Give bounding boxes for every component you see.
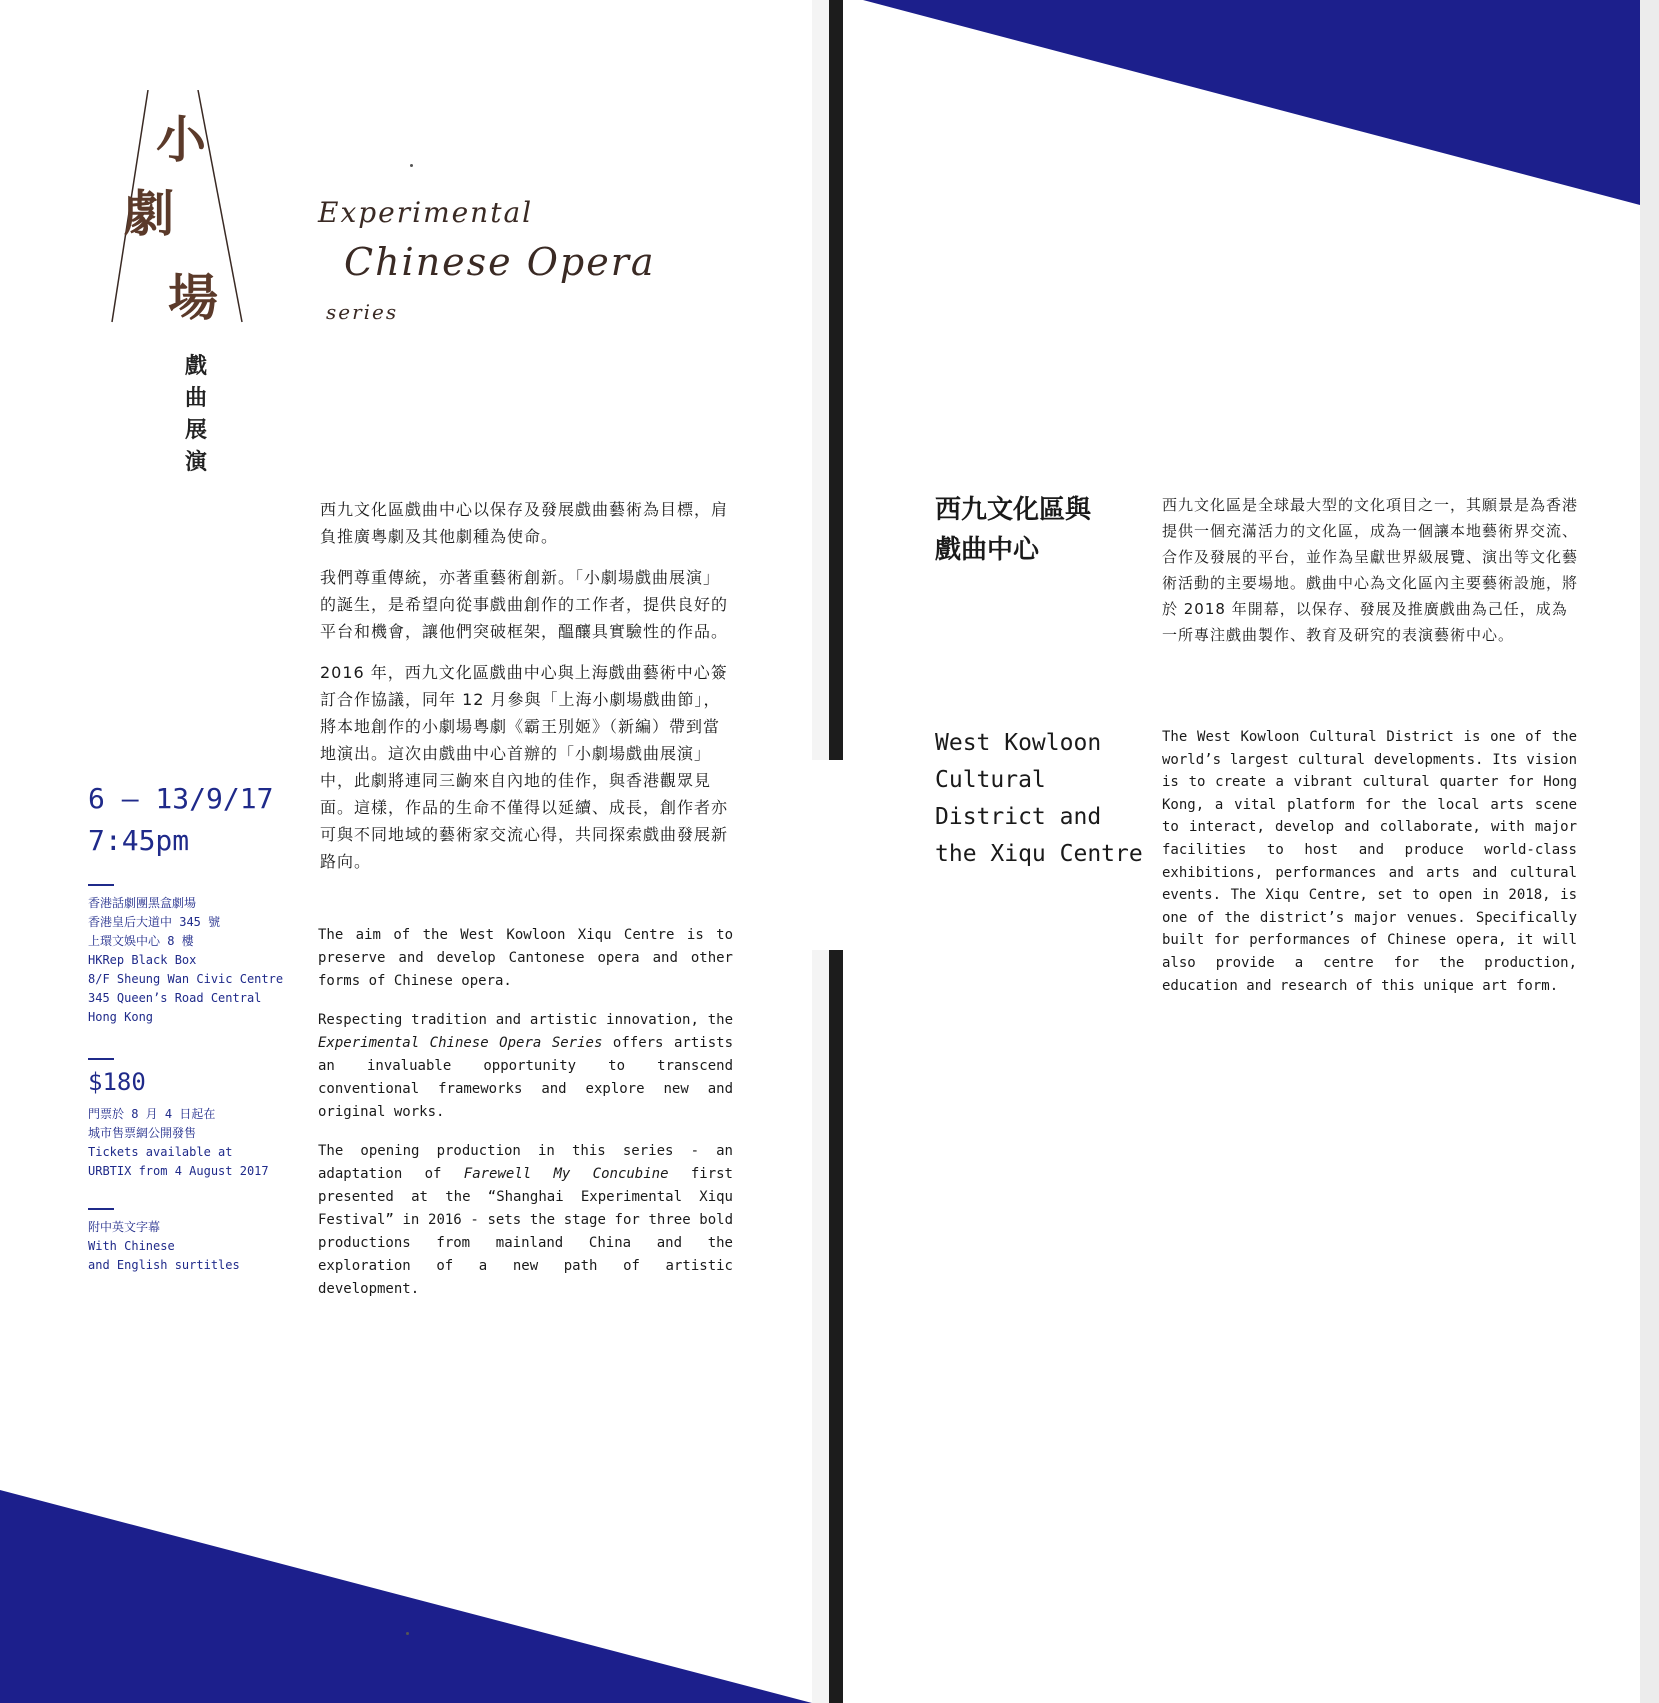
ticket-line: 門票於 8 月 4 日起在: [88, 1107, 216, 1121]
subtitle-char: 演: [184, 449, 207, 475]
heading-line: District and: [935, 804, 1102, 830]
intro-en: [318, 924, 733, 1317]
intro-zh-p1: 西九文化區戲曲中心以保存及發展戲曲藝術為目標，肩負推廣粵劇及其他劇種為使命。: [320, 500, 729, 546]
title-char: 場: [168, 268, 218, 327]
event-date: [88, 778, 273, 862]
ticket-line: Tickets available at: [88, 1145, 233, 1159]
heading-line: 西九文化區與: [935, 495, 1092, 525]
script-line-chinese-opera: Chinese Opera: [344, 240, 656, 284]
ticket-line: URBTIX from 4 August 2017: [88, 1164, 269, 1178]
intro-zh-p2: 我們尊重傳統，亦著重藝術創新。「小劇場戲曲展演」的誕生，是希望向從事戲曲創作的工作者，提供良好的平台和機會，讓他們突破框架，醞釀具實驗性的作品。: [320, 568, 729, 641]
surtitle-info: [88, 1218, 240, 1275]
subtitle-vertical: [182, 350, 210, 478]
script-line-experimental: Experimental: [318, 196, 534, 229]
venue-line: Hong Kong: [88, 1010, 154, 1024]
venue-info: [88, 894, 283, 1027]
about-heading-en: [935, 725, 1143, 873]
surtitle-line: and English surtitles: [88, 1258, 240, 1272]
divider: [88, 884, 114, 886]
heading-line: Cultural: [935, 767, 1046, 793]
date-range: 6 – 13/9/17: [88, 782, 274, 815]
ticket-info: [88, 1105, 269, 1181]
title-vertical: [110, 90, 250, 330]
about-body-en: The West Kowloon Cultural District is one of the world’s largest cultural developments. Its vision is to create a vibrant cultural quarter for Hong Kong, a vital platform for the local arts scene to interact, develop and collaborate, with major facilities to host and produce world-class exhibitions, performances and arts and cultural events. The Xiqu Centre, set to open in 2018, is one of the district’s major venues. Specifically built for performances of Chinese opera, it will also provide a centre for the production, education and research of this unique art form.: [1162, 729, 1577, 994]
left-panel: [0, 0, 812, 1703]
spine-lower: [829, 950, 843, 1703]
divider: [88, 1208, 114, 1210]
about-heading-zh: [935, 490, 1091, 570]
intro-zh-p3: 2016 年，西九文化區戲曲中心與上海戲曲藝術中心簽訂合作協議，同年 12 月參與「上海小劇場戲曲節」，將本地創作的小劇場粵劇《霸王別姬》（新編）帶到當地演出。這次由戲曲中心首辦的「小劇場戲曲展演」中，此劇將連同三齣來自內地的佳作，與香港觀眾見面。這樣，作品的生命不僅得以延續、成長，創作者亦可與不同地域的藝術家交流心得，共同探索戲曲發展新路向。: [320, 663, 729, 871]
intro-en-p3: [318, 1140, 733, 1301]
venue-line: 香港皇后大道中 345 號: [88, 915, 221, 929]
script-title: [318, 196, 658, 336]
scan-fleck: [406, 1632, 409, 1635]
subtitle-char: 曲: [184, 385, 207, 411]
intro-zh: [320, 496, 735, 889]
divider: [88, 1058, 114, 1060]
production-title-italic: Farewell My Concubine: [463, 1166, 669, 1182]
ticket-line: 城市售票網公開發售: [88, 1126, 197, 1140]
series-title-italic: Experimental Chinese Opera Series: [318, 1035, 603, 1051]
surtitle-line: With Chinese: [88, 1239, 175, 1253]
blue-corner-bottom-left: [0, 1490, 812, 1703]
text-run: Respecting tradition and artistic innovation, the: [318, 1012, 733, 1028]
text-run: The opening production in this series - an adaptation of: [318, 1143, 733, 1182]
venue-line: 345 Queen’s Road Central: [88, 991, 262, 1005]
scan-fleck: [410, 164, 413, 167]
page-edge: [1640, 0, 1659, 1703]
intro-en-p2: [318, 1009, 733, 1124]
venue-line: 上環文娛中心 8 樓: [88, 934, 194, 948]
blue-corner-top-right: [863, 0, 1640, 205]
surtitle-line: 附中英文字幕: [88, 1220, 161, 1234]
venue-line: HKRep Black Box: [88, 953, 197, 967]
intro-en-p1: The aim of the West Kowloon Xiqu Centre is to preserve and develop Cantonese opera and other forms of Chinese opera.: [318, 927, 733, 989]
venue-line: 香港話劇團黑盒劇場: [88, 896, 197, 910]
heading-line: 戲曲中心: [935, 535, 1040, 565]
script-line-series: series: [326, 300, 399, 324]
text-run: first presented at the “Shanghai Experimental Xiqu Festival” in 2016 - sets the stage for three bold productions from mainland China and the exploration of a new path of artistic development.: [318, 1166, 733, 1297]
title-char: 小: [156, 110, 206, 169]
about-body-zh: 西九文化區是全球最大型的文化項目之一，其願景是為香港提供一個充滿活力的文化區，成為一個讓本地藝術界交流、合作及發展的平台，並作為呈獻世界級展覽、演出等文化藝術活動的主要場地。戲曲中心為文化區內主要藝術設施，將於 2018 年開幕，以保存、發展及推廣戲曲為己任，成為一所專注戲曲製作、教育及研究的表演藝術中心。: [1162, 496, 1579, 644]
subtitle-char: 戲: [184, 353, 207, 379]
ticket-price: $180: [88, 1068, 146, 1096]
venue-line: 8/F Sheung Wan Civic Centre: [88, 972, 284, 986]
show-time: 7:45pm: [88, 824, 190, 857]
subtitle-char: 展: [184, 417, 207, 443]
title-char: 劇: [124, 184, 174, 243]
heading-line: West Kowloon: [935, 730, 1102, 756]
heading-line: the Xiqu Centre: [935, 841, 1143, 867]
text-run: offers artists an invaluable opportunity to transcend conventional frameworks and explore new and original works.: [318, 1035, 733, 1120]
spine-upper: [829, 0, 843, 760]
